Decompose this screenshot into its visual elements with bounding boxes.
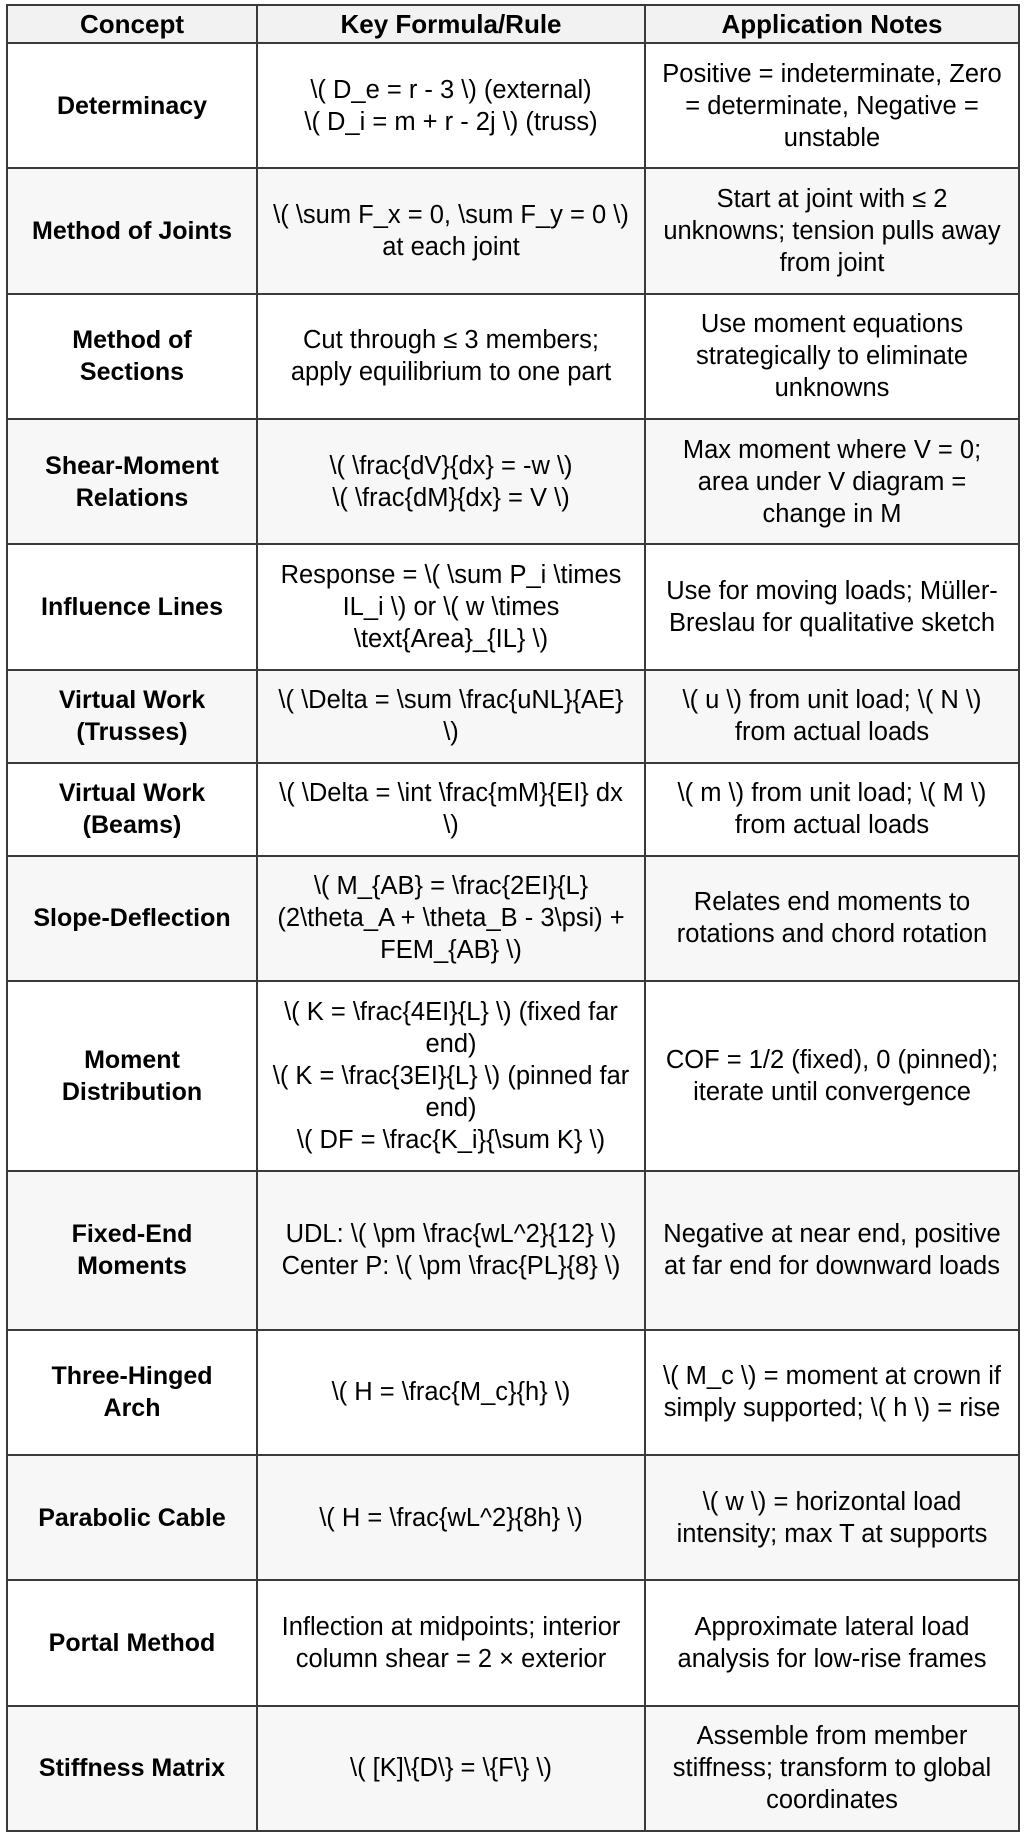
formula-line: UDL: \( \pm \frac{wL^2}{12} \): [285, 1220, 617, 1249]
formula-line: \( [K]\{D\} = \{F\} \): [350, 1754, 552, 1783]
table-row: [7, 544, 1019, 669]
notes-cell: Max moment where V = 0; area under V diagram = change in M: [645, 419, 1019, 544]
formula-cell: [257, 419, 645, 544]
notes-cell: Negative at near end, positive at far end for downward loads: [645, 1171, 1019, 1330]
reference-sheet: [6, 4, 1018, 1832]
formula-cell: [257, 1580, 645, 1705]
formula-cell: [257, 1706, 645, 1831]
notes-cell: Approximate lateral load analysis for low-rise frames: [645, 1580, 1019, 1705]
notes-cell: \( m \) from unit load; \( M \) from actual loads: [645, 763, 1019, 856]
formula-line: \( DF = \frac{K_i}{\sum K} \): [296, 1125, 606, 1154]
formula-line: \( \Delta = \sum \frac{uNL}{AE} \): [278, 686, 624, 747]
concept-cell: Three-Hinged Arch: [7, 1330, 257, 1455]
header-notes: Application Notes: [645, 5, 1019, 43]
concept-cell: Method of Sections: [7, 294, 257, 419]
notes-cell: \( w \) = horizontal load intensity; max T at supports: [645, 1455, 1019, 1580]
formula-line: \( \Delta = \int \frac{mM}{EI} dx \): [279, 779, 623, 840]
notes-cell: Positive = indeterminate, Zero = determinate, Negative = unstable: [645, 43, 1019, 168]
formula-cell: [257, 1330, 645, 1455]
concept-cell: Stiffness Matrix: [7, 1706, 257, 1831]
formula-line: \( \sum F_x = 0, \sum F_y = 0 \) at each joint: [273, 200, 629, 261]
table-row: [7, 670, 1019, 763]
formula-line: \( D_e = r - 3 \) (external): [310, 75, 592, 104]
table-row: [7, 43, 1019, 168]
concept-cell: Influence Lines: [7, 544, 257, 669]
formula-cell: [257, 544, 645, 669]
notes-cell: Use for moving loads; Müller-Breslau for qualitative sketch: [645, 544, 1019, 669]
formula-cell: [257, 294, 645, 419]
header-formula: Key Formula/Rule: [257, 5, 645, 43]
concept-cell: Shear-Moment Relations: [7, 419, 257, 544]
concept-cell: Virtual Work (Trusses): [7, 670, 257, 763]
formula-line: \( \frac{dM}{dx} = V \): [332, 483, 570, 512]
formula-cell: [257, 1171, 645, 1330]
concept-cell: Portal Method: [7, 1580, 257, 1705]
concept-cell: Method of Joints: [7, 168, 257, 293]
table-row: [7, 981, 1019, 1171]
table-row: [7, 1706, 1019, 1831]
concept-cell: Parabolic Cable: [7, 1455, 257, 1580]
table-row: [7, 763, 1019, 856]
header-row: [7, 5, 1019, 43]
table-row: [7, 856, 1019, 981]
notes-cell: Use moment equations strategically to eliminate unknowns: [645, 294, 1019, 419]
formula-cell: [257, 763, 645, 856]
header-concept: Concept: [7, 5, 257, 43]
table-row: [7, 168, 1019, 293]
formula-line: \( \frac{dV}{dx} = -w \): [329, 451, 573, 480]
table-row: [7, 294, 1019, 419]
formula-line: Inflection at midpoints; interior column shear = 2 × exterior: [281, 1612, 621, 1673]
formula-cell: [257, 168, 645, 293]
formula-line: \( H = \frac{wL^2}{8h} \): [319, 1503, 583, 1532]
formula-line: \( K = \frac{3EI}{L} \) (pinned far end): [272, 1061, 630, 1122]
formula-line: Response = \( \sum P_i \times IL_i \) or \( w \times \text{Area}_{IL} \): [280, 560, 622, 653]
notes-cell: Assemble from member stiffness; transform to global coordinates: [645, 1706, 1019, 1831]
formula-line: \( H = \frac{M_c}{h} \): [331, 1378, 571, 1407]
formula-cell: [257, 670, 645, 763]
formula-line: Center P: \( \pm \frac{PL}{8} \): [281, 1252, 621, 1281]
table-row: [7, 1580, 1019, 1705]
table-row: [7, 1330, 1019, 1455]
formula-cell: [257, 43, 645, 168]
formula-table: [6, 4, 1020, 1832]
formula-cell: [257, 856, 645, 981]
notes-cell: \( u \) from unit load; \( N \) from actual loads: [645, 670, 1019, 763]
formula-line: \( K = \frac{4EI}{L} \) (fixed far end): [284, 997, 618, 1058]
table-row: [7, 1171, 1019, 1330]
concept-cell: Moment Distribution: [7, 981, 257, 1171]
formula-line: \( D_i = m + r - 2j \) (truss): [304, 107, 598, 136]
formula-cell: [257, 1455, 645, 1580]
table-row: [7, 419, 1019, 544]
notes-cell: COF = 1/2 (fixed), 0 (pinned); iterate until convergence: [645, 981, 1019, 1171]
concept-cell: Determinacy: [7, 43, 257, 168]
concept-cell: Slope-Deflection: [7, 856, 257, 981]
concept-cell: Fixed-End Moments: [7, 1171, 257, 1330]
formula-cell: [257, 981, 645, 1171]
formula-line: \( M_{AB} = \frac{2EI}{L} (2\theta_A + \theta_B - 3\psi) + FEM_{AB} \): [277, 872, 625, 965]
notes-cell: \( M_c \) = moment at crown if simply supported; \( h \) = rise: [645, 1330, 1019, 1455]
notes-cell: Start at joint with ≤ 2 unknowns; tension pulls away from joint: [645, 168, 1019, 293]
table-row: [7, 1455, 1019, 1580]
notes-cell: Relates end moments to rotations and chord rotation: [645, 856, 1019, 981]
formula-line: Cut through ≤ 3 members; apply equilibrium to one part: [290, 326, 612, 387]
concept-cell: Virtual Work (Beams): [7, 763, 257, 856]
